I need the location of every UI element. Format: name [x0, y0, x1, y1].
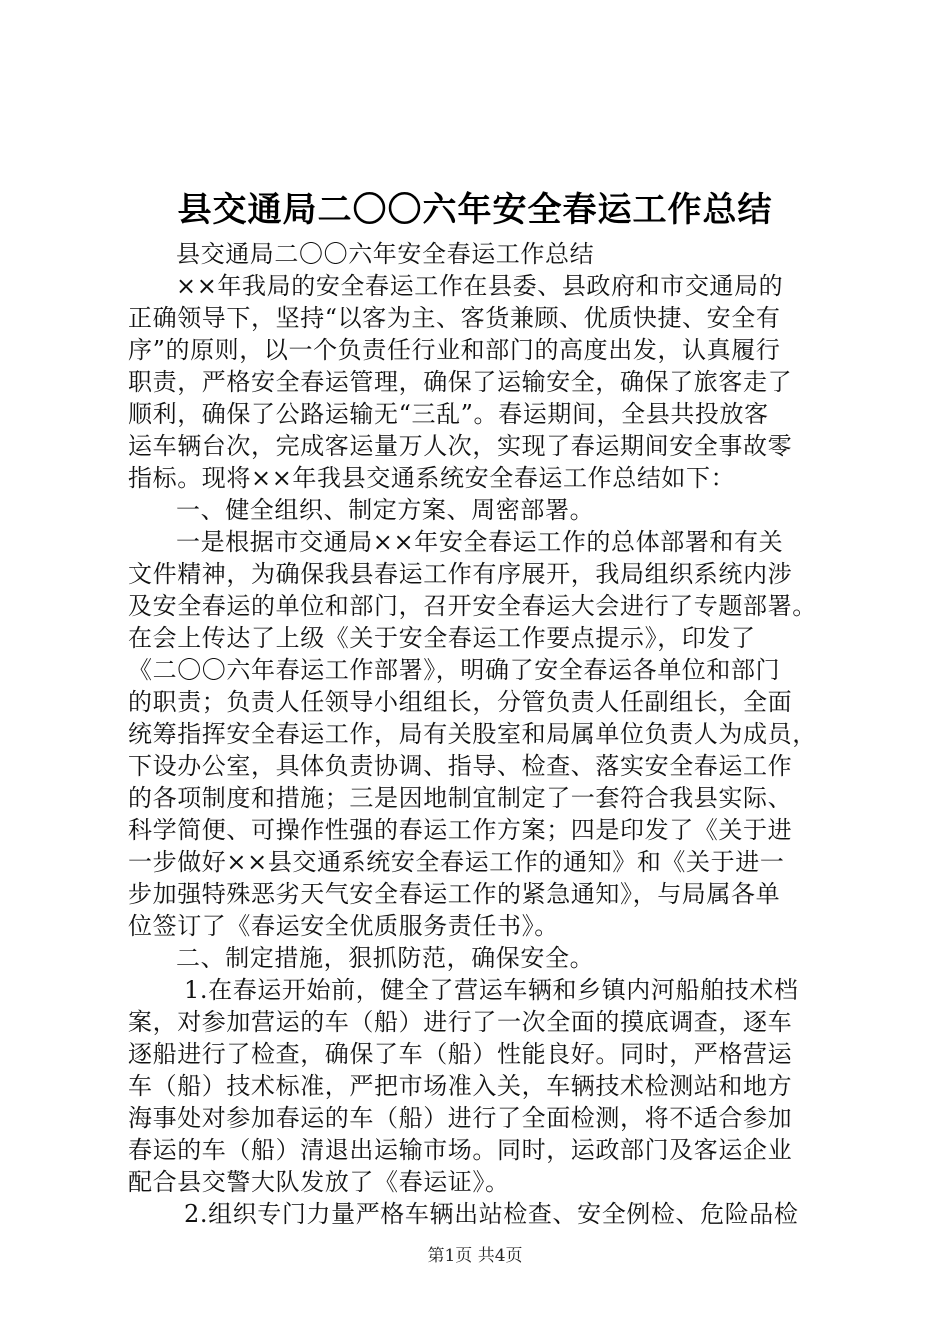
- body-line: 的职责；负责人任领导小组组长，分管负责人任副组长，全面: [128, 688, 793, 716]
- body-line: 车（船）技术标准，严把市场准入关，车辆技术检测站和地方: [128, 1072, 793, 1100]
- body-line: 指标。现将××年我县交通系统安全春运工作总结如下：: [128, 464, 736, 492]
- body-line: 配合县交警大队发放了《春运证》。: [128, 1168, 510, 1196]
- body-line: ××年我局的安全春运工作在县委、县政府和市交通局的: [176, 272, 784, 300]
- body-line: 位签订了《春运安全优质服务责任书》。: [128, 912, 559, 940]
- body-line: 逐船进行了检查，确保了车（船）性能良好。同时，严格营运: [128, 1040, 793, 1068]
- body-line: 职责，严格安全春运管理，确保了运输安全，确保了旅客走了: [128, 368, 793, 396]
- body-line: 春运的车（船）清退出运输市场。同时，运政部门及客运企业: [128, 1136, 793, 1164]
- body-line: 步加强特殊恶劣天气安全春运工作的紧急通知》，与局属各单: [128, 880, 781, 908]
- body-line: 文件精神，为确保我县春运工作有序展开，我局组织系统内涉: [128, 560, 793, 588]
- page-number-footer: 第1页 共4页: [427, 1246, 523, 1266]
- body-line: 下设办公室，具体负责协调、指导、检查、落实安全春运工作: [128, 752, 793, 780]
- document-title: 县交通局二〇〇六年安全春运工作总结: [177, 190, 773, 230]
- body-line: 一是根据市交通局××年安全春运工作的总体部署和有关: [176, 528, 784, 556]
- body-line-subtitle: 县交通局二〇〇六年安全春运工作总结: [176, 240, 595, 268]
- body-line: 序”的原则，以一个负责任行业和部门的高度出发，认真履行: [128, 336, 781, 364]
- body-line: 正确领导下，坚持“以客为主、客货兼顾、优质快捷、安全有: [128, 304, 781, 332]
- body-line: 在会上传达了上级《关于安全春运工作要点提示》，印发了: [128, 624, 756, 652]
- body-line: 统筹指挥安全春运工作，局有关股室和局属单位负责人为成员，: [128, 720, 817, 748]
- body-line: 1.在春运开始前，健全了营运车辆和乡镇内河船舶技术档: [184, 976, 799, 1004]
- body-line: 科学简便、可操作性强的春运工作方案；四是印发了《关于进: [128, 816, 793, 844]
- body-line: 案，对参加营运的车（船）进行了一次全面的摸底调查，逐车: [128, 1008, 793, 1036]
- body-line: 一步做好××县交通系统安全春运工作的通知》和《关于进一: [128, 848, 785, 876]
- body-line: 的各项制度和措施；三是因地制宜制定了一套符合我县实际、: [128, 784, 793, 812]
- body-line: 及安全春运的单位和部门，召开安全春运大会进行了专题部署。: [128, 592, 817, 620]
- section-heading-1: 一、健全组织、制定方案、周密部署。: [176, 496, 595, 524]
- document-body: [128, 238, 828, 1230]
- body-line: 运车辆台次，完成客运量万人次，实现了春运期间安全事故零: [128, 432, 793, 460]
- section-heading-2: 二、制定措施，狠抓防范，确保安全。: [176, 944, 595, 972]
- body-line: 海事处对参加春运的车（船）进行了全面检测，将不适合参加: [128, 1104, 793, 1132]
- body-line: 《二〇〇六年春运工作部署》，明确了安全春运各单位和部门: [128, 656, 781, 684]
- body-line: 2.组织专门力量严格车辆出站检查、安全例检、危险品检: [184, 1200, 799, 1228]
- body-line: 顺利，确保了公路运输无“三乱”。春运期间，全县共投放客: [128, 400, 769, 428]
